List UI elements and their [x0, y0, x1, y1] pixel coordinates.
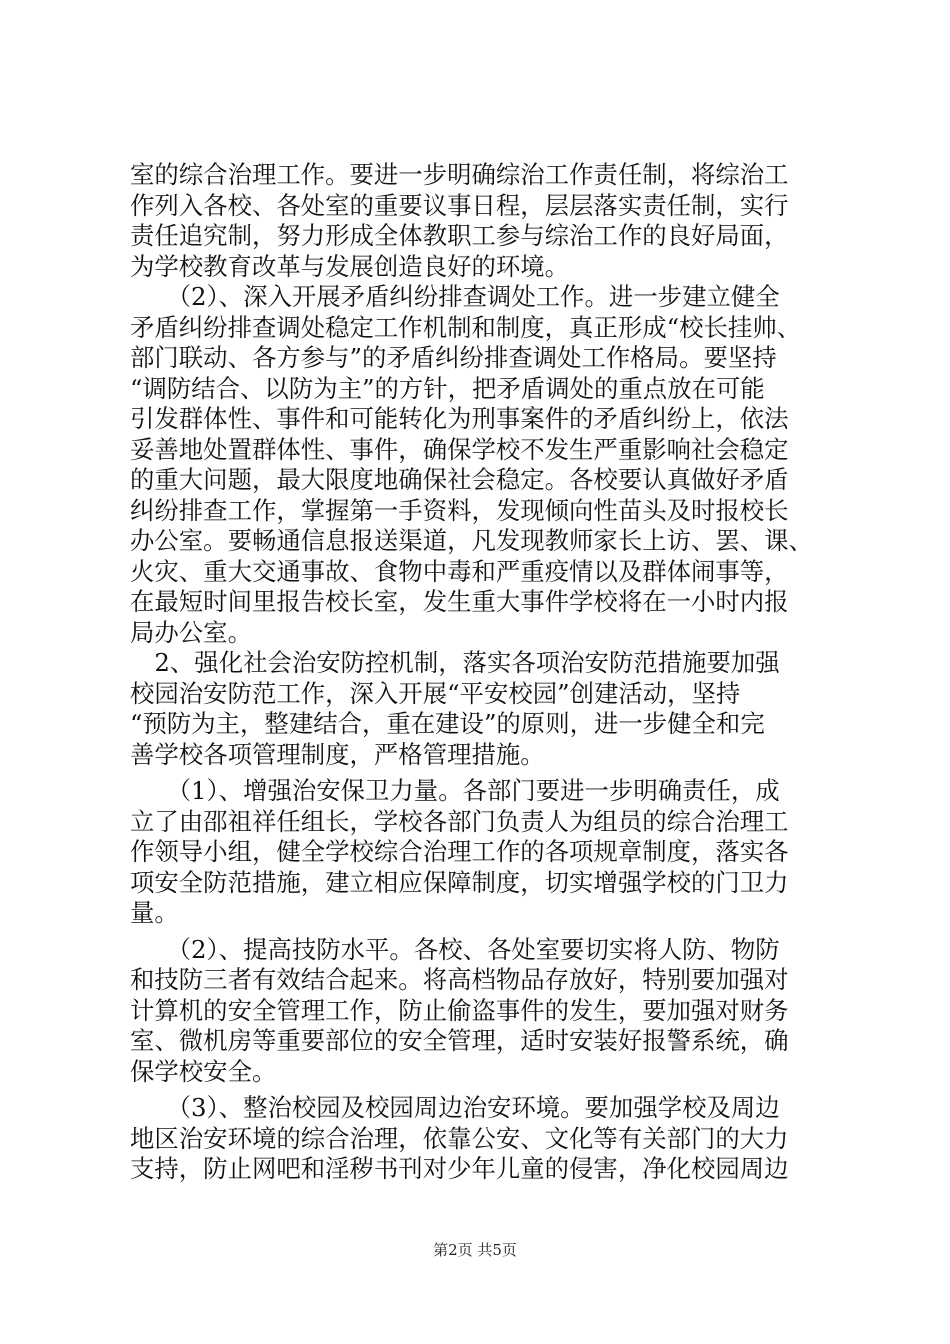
text-line: 2、强化社会治安防控机制，落实各项治安防范措施要加强 [130, 648, 780, 677]
text-line: 立了由邵祖祥任组长，学校各部门负责人为组员的综合治理工 [130, 806, 789, 836]
text-line: 矛盾纠纷排查调处稳定工作机制和制度，真正形成“校长挂帅、 [130, 312, 802, 342]
text-line: 量。 [130, 898, 179, 927]
text-line: 妥善地处置群体性、事件，确保学校不发生严重影响社会稳定 [130, 434, 789, 464]
text-line: （1）、增强治安保卫力量。各部门要进一步明确责任，成 [130, 776, 780, 805]
text-line: 保学校安全。 [130, 1056, 277, 1086]
text-line: 办公室。要畅通信息报送渠道，凡发现教师家长上访、罢、课、 [130, 526, 813, 555]
text-line: 校园治安防范工作，深入开展“平安校园”创建活动，坚持 [130, 678, 741, 708]
text-line: 火灾、重大交通事故、食物中毒和严重疫情以及群体闹事等， [130, 556, 789, 586]
text-line: 和技防三者有效结合起来。将高档物品存放好，特别要加强对 [130, 965, 789, 994]
text-line: 在最短时间里报告校长室，发生重大事件学校将在一小时内报 [130, 587, 789, 616]
text-line: 善学校各项管理制度，严格管理措施。 [130, 739, 545, 769]
text-line: 局办公室。 [130, 617, 252, 647]
text-line: “预防为主，整建结合，重在建设”的原则，进一步健全和完 [130, 709, 765, 738]
text-line: 部门联动、各方参与”的矛盾纠纷排查调处工作格局。要坚持 [130, 343, 777, 372]
text-line: 支持，防止网吧和淫秽书刊对少年儿童的侵害，净化校园周边 [130, 1154, 789, 1183]
text-line: 引发群体性、事件和可能转化为刑事案件的矛盾纠纷上，依法 [130, 404, 789, 433]
text-line: （2）、深入开展矛盾纠纷排查调处工作。进一步建立健全 [130, 282, 780, 311]
page-number-footer: 第2页 共5页 [433, 1241, 517, 1259]
text-line: 地区治安环境的综合治理，依靠公安、文化等有关部门的大力 [130, 1123, 789, 1153]
text-line: 责任追究制，努力形成全体教职工参与综治工作的良好局面， [130, 221, 789, 250]
text-line: “调防结合、以防为主”的方针，把矛盾调处的重点放在可能 [130, 373, 765, 403]
text-line: 计算机的安全管理工作，防止偷盗事件的发生，要加强对财务 [130, 995, 789, 1025]
text-line: （2）、提高技防水平。各校、各处室要切实将人防、物防 [130, 934, 780, 964]
text-line: 作列入各校、各处室的重要议事日程，层层落实责任制，实行 [130, 190, 789, 220]
text-line: 作领导小组，健全学校综合治理工作的各项规章制度，落实各 [130, 837, 789, 866]
text-line: 为学校教育改革与发展创造良好的环境。 [130, 251, 570, 281]
text-line: 纠纷排查工作，掌握第一手资料，发现倾向性苗头及时报校长 [130, 495, 789, 525]
text-line: 的重大问题，最大限度地确保社会稳定。各校要认真做好矛盾 [130, 465, 789, 494]
text-line: 室、微机房等重要部位的安全管理，适时安装好报警系统，确 [130, 1026, 789, 1055]
document-body [130, 160, 830, 1185]
text-line: 室的综合治理工作。要进一步明确综治工作责任制，将综治工 [130, 160, 789, 189]
text-line: 项安全防范措施，建立相应保障制度，切实增强学校的门卫力 [130, 867, 789, 897]
text-line: （3）、整治校园及校园周边治安环境。要加强学校及周边 [130, 1093, 780, 1122]
